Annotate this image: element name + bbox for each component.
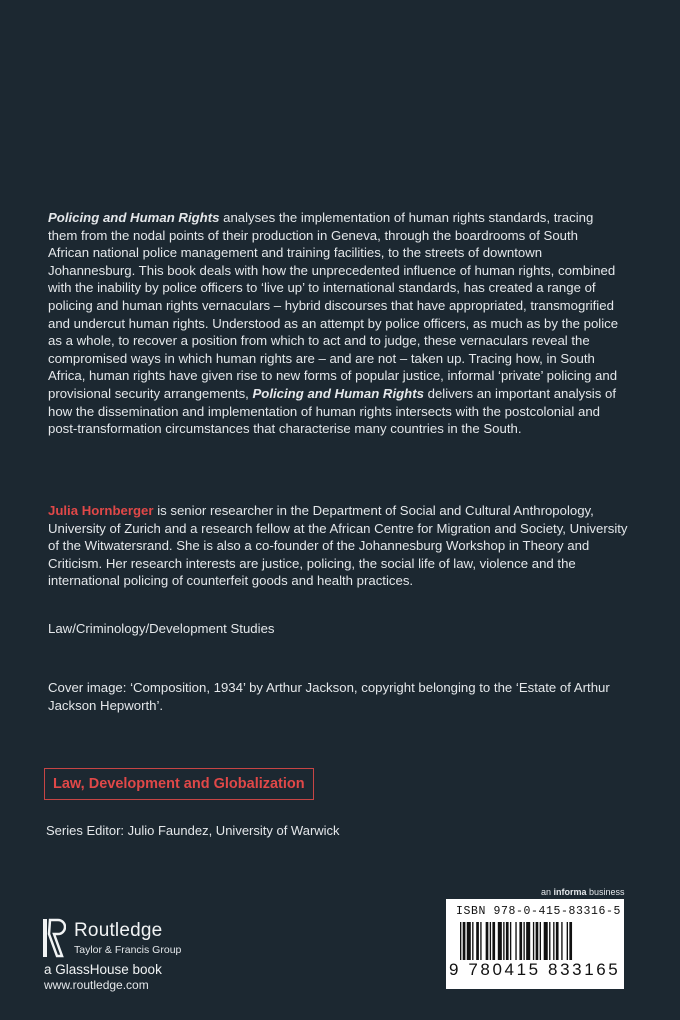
publisher-url: www.routledge.com [44,978,149,992]
publisher-name: Routledge [74,920,163,941]
barcode-bar [510,922,511,960]
barcode-bar [476,922,479,960]
barcode-bar [533,922,534,960]
cover-credit: Cover image: ‘Composition, 1934’ by Arthur Jackson, copyright belonging to the ‘Estate of Arthur Jackson Hepworth’. [48,680,610,713]
publisher-block [42,916,242,996]
glasshouse-label: a GlassHouse book [44,962,162,977]
author-bio-text: is senior researcher in the Department of Social and Cultural Anthropology, University of Zurich and a research fellow at the African Centre for Migration and Society, University of the Witwatersrand. She is also a co-founder of the Johannesburg Workshop in Theory and Criticism. Her research interests are justice, policing, the social life of law, violence and the international policing of counterfeit goods and health practices. [48,503,628,589]
routledge-logo-icon [42,918,66,958]
barcode-bar [536,922,539,960]
barcode-bar [463,922,466,960]
barcode-bar [460,922,461,960]
barcode-bar [553,922,554,960]
informa-word: informa [553,887,587,897]
barcode-bar [561,922,562,960]
barcode-bar [503,922,504,960]
barcode-bar [490,922,491,960]
informa-suffix: business [586,887,625,897]
description-part-2: delivers an important analysis of how the dissemination and implementation of human rights intersects with the postcolonial and post-transformation circumstances that characterise many countries in the South. [48,385,616,437]
barcode-bar [506,922,509,960]
barcode-bar [523,922,524,960]
informa-business-label [541,887,625,897]
barcode-bar [515,922,516,960]
barcode-bar [486,922,489,960]
isbn-text: ISBN 978-0-415-83316-5 [456,905,622,918]
description-part-1: analyses the implementation of human rights standards, tracing them from the nodal points of their production in Geneva, through the boardrooms of South African national police management and training facilities, to the streets of downtown Johannesburg. This book deals with how the unprecedented influence of human rights, combined with the inability by police officers to ‘live up’ to international standards, has created a range of policing and human rights vernaculars – hybrid discourses that have appropriated, transmogrified and undercut human rights. Understood as an attempt by police officers, as much as by the police as a whole, to recover a position from which to act and to judge, these vernaculars reveal the compromised ways in which human rights are – and are not – taken up. Tracing how, in South Africa, human rights have given rise to new forms of popular justice, informal ‘private’ policing and provisional security arrangements, [48,210,619,401]
book-title-italic: Policing and Human Rights [48,210,220,225]
series-name: Law, Development and Globalization [53,776,305,792]
barcode-digits: 9 780415 833165 [449,960,621,979]
book-description [48,209,620,438]
series-name-box [44,768,314,800]
subject-category: Law/Criminology/Development Studies [48,621,275,636]
barcode-bar [540,922,541,960]
barcode-bars [460,922,610,962]
barcode-bar [480,922,481,960]
barcode-bar [549,922,550,960]
barcode-bar [526,922,530,960]
barcode-bar [567,922,568,960]
barcode-bar [472,922,473,960]
barcode-bar [544,922,548,960]
barcode-bar [467,922,471,960]
barcode-bar [519,922,522,960]
barcode-bar [569,922,572,960]
publisher-subtitle: Taylor & Francis Group [74,944,182,956]
author-bio [48,502,628,590]
barcode-bar [556,922,559,960]
barcode-bar [492,922,495,960]
barcode-bar [498,922,502,960]
informa-prefix: an [541,887,554,897]
author-name: Julia Hornberger [48,503,154,518]
barcode-panel [446,899,624,989]
book-title-italic-2: Policing and Human Rights [252,385,424,401]
series-editor: Series Editor: Julio Faundez, University of Warwick [46,823,340,838]
